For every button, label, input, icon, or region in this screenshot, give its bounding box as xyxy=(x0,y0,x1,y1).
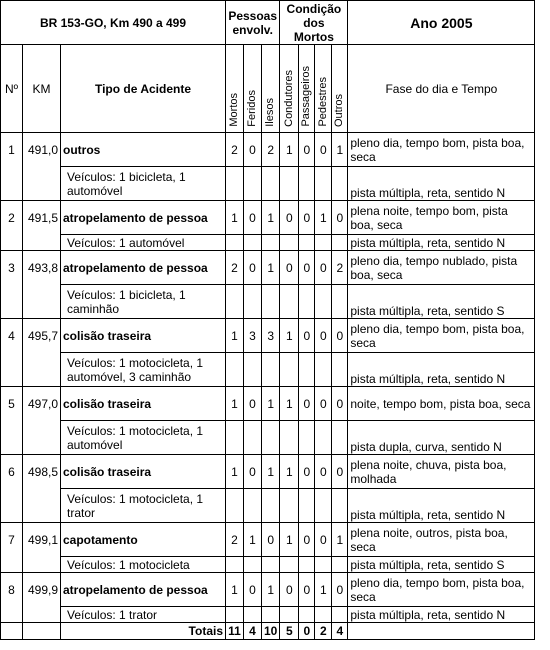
row-empty-cell xyxy=(332,557,348,573)
row-outros: 0 xyxy=(332,201,348,235)
row-tipo: atropelamento de pessoa xyxy=(61,201,226,235)
row-pedestres: 0 xyxy=(315,523,332,557)
row-veiculos: Veículos: 1 trator xyxy=(61,607,226,623)
row-empty-cell xyxy=(280,235,299,251)
row-empty-cell xyxy=(315,557,332,573)
row-number-cont xyxy=(1,167,23,201)
row-km-cont xyxy=(23,285,61,319)
row-number: 7 xyxy=(1,523,23,557)
row-empty-cell xyxy=(315,489,332,523)
row-empty-cell xyxy=(315,353,332,387)
table-row xyxy=(1,251,535,285)
row-empty-cell xyxy=(332,235,348,251)
row-number-cont xyxy=(1,285,23,319)
row-veiculos: Veículos: 1 motocicleta, 1 automóvel, 3 caminhão xyxy=(61,353,226,387)
row-outros: 0 xyxy=(332,387,348,421)
col-ilesos-header: Ilesos xyxy=(262,45,280,133)
col-mortos-header: Mortos xyxy=(226,45,244,133)
row-empty-cell xyxy=(299,235,315,251)
totals-outros: 4 xyxy=(332,623,348,640)
condicao-header: Condição dos Mortos xyxy=(280,1,348,45)
row-tipo: atropelamento de pessoa xyxy=(61,251,226,285)
row-number: 8 xyxy=(1,573,23,607)
row-empty-cell xyxy=(262,421,280,455)
row-empty-cell xyxy=(280,557,299,573)
col-pedestres-header: Pedestres xyxy=(315,45,332,133)
row-km: 491,5 xyxy=(23,201,61,235)
row-pista: pista múltipla, reta, sentido N xyxy=(348,607,535,623)
row-passageiros: 0 xyxy=(299,251,315,285)
table-row xyxy=(1,133,535,167)
col-fase-header: Fase do dia e Tempo xyxy=(348,45,535,133)
row-outros: 0 xyxy=(332,319,348,353)
row-empty-cell xyxy=(226,607,244,623)
row-fase: pleno dia, tempo bom, pista boa, seca xyxy=(348,133,535,167)
row-passageiros: 0 xyxy=(299,573,315,607)
row-mortos: 1 xyxy=(226,455,244,489)
row-tipo: colisão traseira xyxy=(61,455,226,489)
row-km-cont xyxy=(23,353,61,387)
row-empty-cell xyxy=(299,607,315,623)
row-empty-cell xyxy=(262,489,280,523)
row-empty-cell xyxy=(226,489,244,523)
row-empty-cell xyxy=(280,353,299,387)
row-empty-cell xyxy=(262,285,280,319)
row-number-cont xyxy=(1,489,23,523)
col-condutores-header: Condutores xyxy=(280,45,299,133)
row-feridos: 0 xyxy=(244,573,262,607)
table-subrow xyxy=(1,421,535,455)
row-veiculos: Veículos: 1 motocicleta, 1 trator xyxy=(61,489,226,523)
row-fase: plena noite, chuva, pista boa, molhada xyxy=(348,455,535,489)
col-km-header: KM xyxy=(23,45,61,133)
row-empty-cell xyxy=(244,607,262,623)
table-row xyxy=(1,319,535,353)
table-row xyxy=(1,573,535,607)
row-condutores: 1 xyxy=(280,523,299,557)
row-outros: 1 xyxy=(332,133,348,167)
row-km-cont xyxy=(23,421,61,455)
row-feridos: 3 xyxy=(244,319,262,353)
year-header: Ano 2005 xyxy=(348,1,535,45)
row-feridos: 0 xyxy=(244,133,262,167)
row-empty-cell xyxy=(315,235,332,251)
row-empty-cell xyxy=(244,235,262,251)
row-empty-cell xyxy=(315,607,332,623)
row-tipo: atropelamento de pessoa xyxy=(61,573,226,607)
row-empty-cell xyxy=(332,285,348,319)
totals-passageiros: 0 xyxy=(299,623,315,640)
row-condutores: 0 xyxy=(280,573,299,607)
row-veiculos: Veículos: 1 motocicleta, 1 automóvel xyxy=(61,421,226,455)
totals-row xyxy=(1,623,535,640)
row-mortos: 2 xyxy=(226,133,244,167)
row-tipo: outros xyxy=(61,133,226,167)
row-ilesos: 2 xyxy=(262,133,280,167)
row-outros: 2 xyxy=(332,251,348,285)
row-number: 3 xyxy=(1,251,23,285)
row-fase: plena noite, outros, pista boa, seca xyxy=(348,523,535,557)
row-number: 6 xyxy=(1,455,23,489)
row-veiculos: Veículos: 1 automóvel xyxy=(61,235,226,251)
row-number-cont xyxy=(1,607,23,623)
totals-empty xyxy=(1,623,23,640)
row-condutores: 0 xyxy=(280,201,299,235)
row-km-cont xyxy=(23,607,61,623)
row-veiculos: Veículos: 1 bicicleta, 1 caminhão xyxy=(61,285,226,319)
row-pista: pista múltipla, reta, sentido N xyxy=(348,167,535,201)
row-empty-cell xyxy=(299,285,315,319)
row-mortos: 1 xyxy=(226,573,244,607)
row-tipo: colisão traseira xyxy=(61,387,226,421)
row-outros: 0 xyxy=(332,455,348,489)
table-subrow xyxy=(1,167,535,201)
table-subrow xyxy=(1,557,535,573)
row-km-cont xyxy=(23,557,61,573)
row-empty-cell xyxy=(244,167,262,201)
row-km: 499,9 xyxy=(23,573,61,607)
row-empty-cell xyxy=(226,421,244,455)
row-passageiros: 0 xyxy=(299,319,315,353)
table-row xyxy=(1,455,535,489)
row-pista: pista múltipla, reta, sentido S xyxy=(348,557,535,573)
row-passageiros: 0 xyxy=(299,133,315,167)
row-empty-cell xyxy=(332,421,348,455)
table-subrow xyxy=(1,489,535,523)
row-fase: pleno dia, tempo nublado, pista boa, seca xyxy=(348,251,535,285)
row-fase: plena noite, tempo bom, pista boa, seca xyxy=(348,201,535,235)
row-fase: pleno dia, tempo bom, pista boa, seca xyxy=(348,319,535,353)
row-condutores: 1 xyxy=(280,319,299,353)
row-empty-cell xyxy=(262,557,280,573)
row-empty-cell xyxy=(280,167,299,201)
row-empty-cell xyxy=(244,353,262,387)
row-condutores: 1 xyxy=(280,387,299,421)
row-feridos: 0 xyxy=(244,251,262,285)
row-feridos: 0 xyxy=(244,201,262,235)
col-passageiros-header: Passageiros xyxy=(299,45,315,133)
row-empty-cell xyxy=(315,167,332,201)
row-mortos: 2 xyxy=(226,251,244,285)
row-mortos: 1 xyxy=(226,319,244,353)
col-no-header: Nº xyxy=(1,45,23,133)
row-number-cont xyxy=(1,235,23,251)
row-empty-cell xyxy=(280,285,299,319)
table-row xyxy=(1,387,535,421)
row-ilesos: 1 xyxy=(262,251,280,285)
pessoas-header: Pessoas envolv. xyxy=(226,1,280,45)
row-number-cont xyxy=(1,557,23,573)
row-empty-cell xyxy=(299,167,315,201)
table-row xyxy=(1,201,535,235)
totals-label: Totais xyxy=(61,623,226,640)
row-passageiros: 0 xyxy=(299,201,315,235)
row-pista: pista dupla, curva, sentido N xyxy=(348,421,535,455)
row-empty-cell xyxy=(332,353,348,387)
row-empty-cell xyxy=(262,167,280,201)
row-empty-cell xyxy=(262,235,280,251)
row-empty-cell xyxy=(299,421,315,455)
table-subrow xyxy=(1,353,535,387)
row-empty-cell xyxy=(226,167,244,201)
col-outros-header: Outros xyxy=(332,45,348,133)
row-pista: pista múltipla, reta, sentido S xyxy=(348,285,535,319)
row-number: 1 xyxy=(1,133,23,167)
row-number-cont xyxy=(1,421,23,455)
row-km-cont xyxy=(23,235,61,251)
row-ilesos: 1 xyxy=(262,201,280,235)
row-empty-cell xyxy=(244,489,262,523)
row-veiculos: Veículos: 1 bicicleta, 1 automóvel xyxy=(61,167,226,201)
row-outros: 0 xyxy=(332,573,348,607)
row-condutores: 1 xyxy=(280,133,299,167)
row-tipo: capotamento xyxy=(61,523,226,557)
row-number-cont xyxy=(1,353,23,387)
row-empty-cell xyxy=(244,421,262,455)
row-km: 491,0 xyxy=(23,133,61,167)
totals-condutores: 5 xyxy=(280,623,299,640)
row-number: 4 xyxy=(1,319,23,353)
row-empty-cell xyxy=(244,557,262,573)
totals-pedestres: 2 xyxy=(315,623,332,640)
row-condutores: 1 xyxy=(280,455,299,489)
table-subrow xyxy=(1,607,535,623)
row-ilesos: 1 xyxy=(262,455,280,489)
row-ilesos: 1 xyxy=(262,573,280,607)
row-pedestres: 0 xyxy=(315,455,332,489)
totals-mortos: 11 xyxy=(226,623,244,640)
row-pedestres: 0 xyxy=(315,319,332,353)
row-km: 499,1 xyxy=(23,523,61,557)
row-fase: pleno dia, tempo bom, pista boa, seca xyxy=(348,573,535,607)
row-km-cont xyxy=(23,489,61,523)
row-feridos: 0 xyxy=(244,387,262,421)
row-passageiros: 0 xyxy=(299,523,315,557)
row-empty-cell xyxy=(299,557,315,573)
row-empty-cell xyxy=(280,489,299,523)
col-feridos-header: Feridos xyxy=(244,45,262,133)
row-number: 5 xyxy=(1,387,23,421)
row-pista: pista múltipla, reta, sentido N xyxy=(348,353,535,387)
row-ilesos: 1 xyxy=(262,387,280,421)
row-passageiros: 0 xyxy=(299,455,315,489)
row-empty-cell xyxy=(262,607,280,623)
row-empty-cell xyxy=(244,285,262,319)
row-empty-cell xyxy=(299,489,315,523)
row-number: 2 xyxy=(1,201,23,235)
row-feridos: 1 xyxy=(244,523,262,557)
totals-empty xyxy=(23,623,61,640)
row-mortos: 2 xyxy=(226,523,244,557)
row-empty-cell xyxy=(315,285,332,319)
row-pista: pista múltipla, reta, sentido N xyxy=(348,235,535,251)
row-pedestres: 0 xyxy=(315,251,332,285)
totals-ilesos: 10 xyxy=(262,623,280,640)
road-title: BR 153-GO, Km 490 a 499 xyxy=(1,1,226,45)
row-pedestres: 0 xyxy=(315,133,332,167)
row-pedestres: 0 xyxy=(315,387,332,421)
row-ilesos: 3 xyxy=(262,319,280,353)
row-empty-cell xyxy=(280,607,299,623)
row-km: 495,7 xyxy=(23,319,61,353)
table-subrow xyxy=(1,235,535,251)
row-pista: pista múltipla, reta, sentido N xyxy=(348,489,535,523)
row-empty-cell xyxy=(226,285,244,319)
row-condutores: 0 xyxy=(280,251,299,285)
row-empty-cell xyxy=(332,167,348,201)
row-km: 497,0 xyxy=(23,387,61,421)
row-outros: 1 xyxy=(332,523,348,557)
row-km-cont xyxy=(23,167,61,201)
row-fase: noite, tempo bom, pista boa, seca xyxy=(348,387,535,421)
row-empty-cell xyxy=(332,489,348,523)
row-mortos: 1 xyxy=(226,201,244,235)
row-km: 498,5 xyxy=(23,455,61,489)
row-empty-cell xyxy=(315,421,332,455)
row-empty-cell xyxy=(226,557,244,573)
row-pedestres: 1 xyxy=(315,573,332,607)
row-tipo: colisão traseira xyxy=(61,319,226,353)
row-empty-cell xyxy=(226,235,244,251)
row-mortos: 1 xyxy=(226,387,244,421)
row-ilesos: 0 xyxy=(262,523,280,557)
row-empty-cell xyxy=(226,353,244,387)
table-subrow xyxy=(1,285,535,319)
row-feridos: 0 xyxy=(244,455,262,489)
row-veiculos: Veículos: 1 motocicleta xyxy=(61,557,226,573)
totals-feridos: 4 xyxy=(244,623,262,640)
table-row xyxy=(1,523,535,557)
totals-empty xyxy=(348,623,535,640)
row-empty-cell xyxy=(280,421,299,455)
row-pedestres: 1 xyxy=(315,201,332,235)
row-passageiros: 0 xyxy=(299,387,315,421)
row-empty-cell xyxy=(262,353,280,387)
col-tipo-header: Tipo de Acidente xyxy=(61,45,226,133)
row-empty-cell xyxy=(332,607,348,623)
row-empty-cell xyxy=(299,353,315,387)
row-km: 493,8 xyxy=(23,251,61,285)
